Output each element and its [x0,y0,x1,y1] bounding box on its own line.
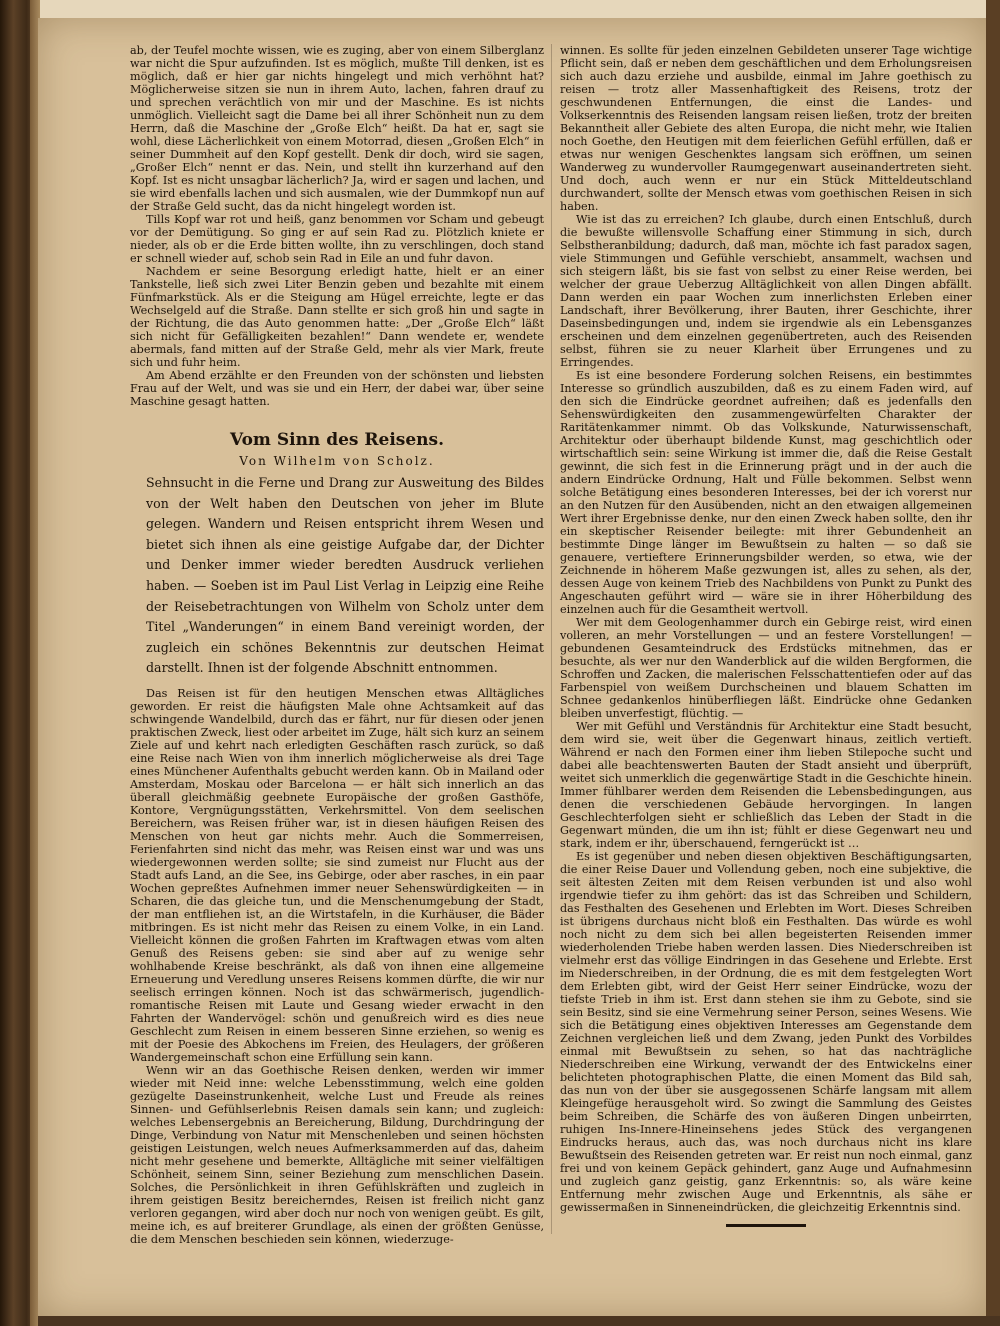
article-intro: Sehnsucht in die Ferne und Drang zur Ausweitung des Bildes von der Welt haben den Deutschen von jeher im Blute gelegen. Wandern und Reisen entspricht ihrem Wesen und bietet sich ihnen als eine geistige Aufgabe dar, der Dichter und Denker immer wieder beredten Ausdruck verliehen haben. — Soeben ist im Paul List Verlag in Leipzig eine Reihe der Reisebetrachtungen von Wilhelm von Scholz unter dem Titel „Wanderungen“ in einem Band vereinigt worden, der zugleich ein schönes Bekenntnis zur deutschen Heimat darstellt. Ihnen ist der folgende Abschnitt entnommen. [146,475,544,676]
paragraph: Am Abend erzählte er den Freunden von der schönsten und liebsten Frau auf der Welt, und was sie und ein Herr, der dabei war, über seine Maschine gesagt hatten. [130,369,544,408]
paragraph: Wie ist das zu erreichen? Ich glaube, durch einen Entschluß, durch die bewußte willensvolle Schaffung einer Stimmung in sich, durch Selbstheranbildung; dadurch, daß man, möchte ich fast paradox sagen, viele Stimmungen und Gefühle verschiebt, ansammelt, wachsen und sich steigern läßt, bis sie fast von selbst zu einer Reise werden, bei welcher der graue Ueberzug Alltäglichkeit von allen Dingen abfällt. Dann werden ein paar Wochen zum innerlichsten Erleben einer Landschaft, ihrer Bevölkerung, ihrer Bauten, ihrer Geschichte, ihrer Daseinsbedingungen und, indem sie irgendwie als ein Lebensganzes erscheinen und dem einzelnen gegenübertreten, auch des Reisenden selbst, führen sie zu neuer Klarheit über Errungenes und zu Erringendes. [560,213,972,369]
top-margin [38,0,986,18]
paragraph: Es ist eine besondere Forderung solchen Reisens, ein bestimmtes Interesse so gründlich auszubilden, daß es zu einem Faden wird, auf den sich die Eindrücke geordnet aufreihen; daß es jedenfalls den Sehenswürdigkeiten den zusammengewürfelten Charakter der Raritätenkammer nimmt. Ob das Volkskunde, Naturwissenschaft, Architektur oder überhaupt bildende Kunst, mag geschichtlich oder wirtschaftlich sein: seine Wirkung ist immer die, daß die Reise Gestalt gewinnt, die sich fest in die Erinnerung prägt und in der auch die andern Eindrücke Ordnung, Halt und Fülle bekommen. Selbst wenn solche Betätigung eines besonderen Interesses, bei der ich vorerst nur an den Nutzen für den Ausübenden, nicht an den etwaigen allgemeinen Wert ihrer Ergebnisse denke, nur den einen Zweck haben sollte, den ihr ein skeptischer Reisender beilegte: mit ihrer Gebundenheit an bestimmte Dinge länger im Bewußtsein zu halten — so daß sie genauere, vertieftere Erinnerungsbilder werden, so etwa, wie der Zeichnende in höherem Maße gezwungen ist, alles zu sehen, als der, dessen Auge von keinem Trieb des Nachbildens von Punkt zu Punkt des Angeschauten geführt wird — wäre sie in ihrer Höherbildung des einzelnen auch für die Gesamtheit wertvoll. [560,369,972,616]
right-edge [986,0,1000,1326]
article-byline: Von Wilhelm von Scholz. [239,454,435,468]
article-heading: Vom Sinn des Reisens. [229,430,445,450]
paragraph: Wer mit Gefühl und Verständnis für Architektur eine Stadt besucht, dem wird sie, weit über die Gegenwart hinaus, zeitlich vertieft. Während er nach den Formen einer ihm lieben Stilepoche sucht und dabei alle beachtenswerten Bauten der Stadt ansieht und überprüft, weitet sich unmerklich die gegenwärtige Stadt in die Geschichte hinein. Immer fühlbarer werden dem Reisenden die Lebensbedingungen, aus denen die verschiedenen Gebäude hervorgingen. In langen Geschlechterfolgen sieht er schließlich das Leben der Stadt in die Gegenwart münden, die um ihn ist; fühlt er diese Gegenwart neu und stark, indem er ihr, überschauend, ferngerückt ist … [560,720,972,850]
paragraph: Wenn wir an das Goethische Reisen denken, werden wir immer wieder mit Neid inne: welche Lebensstimmung, welch eine golden gezügelte Daseinstrunkenheit, welche Lust und Freude als reines Sinnen- und Gefühlserlebnis Reisen damals sein kann; und zugleich: welches Lebensergebnis an Bereicherung, Bildung, Durchdringung der Dinge, Verbindung von Natur mit Menschenleben und seinen höchsten geistigen Leistungen, welch neues Aufmerksammerden auf das, daheim nicht mehr gesehene und bemerkte, Alltägliche mit seiner vielfältigen Schönheit, seinem Sinn, seiner Beziehung zum menschlichen Dasein. Solches, die Persönlichkeit in ihren Gefühlskräften und zugleich in ihrem geistigen Besitz bereicherndes, Reisen ist freilich nicht ganz verloren gegangen, wird aber doch nur noch von wenigen geübt. Es gilt, meine ich, es auf breiterer Grundlage, als einen der größten Genüsse, die dem Menschen beschieden sein können, wiederzuge- [130,1063,544,1246]
left-column [130,44,544,1246]
paragraph: Es ist gegenüber und neben diesen objektiven Beschäftigungsarten, die einer Reise Dauer und Vollendung geben, noch eine subjektive, die seit ältesten Zeiten mit dem Reisen verbunden ist und also wohl irgendwie tiefer zu ihm gehört: das ist das Schreiben und Schildern, das Festhalten des Gesehenen und Erlebten im Wort. Dieses Schreiben ist übrigens durchaus nicht bloß ein Festhalten. Das würde es wohl noch nicht zu dem sich bei allen begeisterten Reisenden immer wiederholenden Triebe haben werden lassen. Dies Niederschreiben ist vielmehr erst das völlige Eindringen in das Gesehene und Erlebte. Erst im Niederschreiben, in der Ordnung, die es mit dem festgelegten Wort dem Erlebten gibt, wird der Geist Herr seiner Eindrücke, wozu der tiefste Trieb in ihm ist. Erst dann stehen sie ihm zu Gebote, sind sie sein Besitz, sind sie eine Vermehrung seiner Person, seines Wesens. Wie sich die Betätigung eines objektiven Interesses am Gegenstande dem Zeichnen vergleichen ließ und dem Zwang, jeden Punkt des Vorbildes einmal mit Bewußtsein zu sehen, so hat das nachträgliche Niederschreiben eine Wirkung, verwandt der des Entwickelns einer belichteten photographischen Platte, die einen Moment das Bild sah, das nun von der über sie ausgegossenen Schärfe langsam mit allem Kleingefüge herausgeholt wird. So zwingt die Sammlung des Geistes beim Schreiben, die Schärfe des von äußeren Dingen unbeirrten, ruhigen Ins-Innere-Hineinsehens jedes Stück des vergangenen Eindrucks heraus, auch das, was noch durchaus nicht ins klare Bewußtsein des Reisenden getreten war. Er reist nun noch einmal, ganz frei und von keinem Gepäck gehindert, ganz Auge und Aufnahmesinn und zugleich ganz geistig, ganz Erkenntnis: so, als wäre keine Entfernung mehr zwischen Auge und Erkenntnis, als sähe er gewissermaßen in Sinneneindrücken, die gleichzeitig Erkenntnis sind. [560,850,972,1214]
paragraph: Wer mit dem Geologenhammer durch ein Gebirge reist, wird einen volleren, an mehr Vorstellungen — und an festere Vorstellungen! — gebundenen Gesamteindruck des Erdstücks mitnehmen, das er besuchte, als wer nur den Wanderblick auf die wilden Bergformen, die Schroffen und Zacken, die malerischen Felsschattentiefen oder auf das Farbenspiel von weißem Durchscheinen und blauem Schatten im Schnee gedankenlos hinüberfliegen läßt. Eindrücke ohne Gedanken bleiben unverfestigt, flüchtig. — [560,616,972,720]
end-rule [726,1224,806,1227]
column-divider [551,44,552,1234]
paragraph: Tills Kopf war rot und heiß, ganz benommen vor Scham und gebeugt vor der Demütigung. So ging er auf sein Rad zu. Plötzlich kniete er nieder, als ob er die Erde bitten wollte, ihn zu verschlingen, doch stand er schnell wieder auf, schob sein Rad in Eile an und fuhr davon. [130,213,544,265]
right-column [560,44,972,1227]
bottom-edge [38,1316,1000,1326]
paragraph: Nachdem er seine Besorgung erledigt hatte, hielt er an einer Tankstelle, ließ sich zwei Liter Benzin geben und bezahlte mit einem Fünfmarkstück. Als er die Steigung am Hügel erreichte, legte er das Wechselgeld auf die Straße. Dann stellte er sich groß hin und sagte in der Richtung, die das Auto genommen hatte: „Der „Große Elch“ läßt sich nicht für Gefälligkeiten bezahlen!“ Dann wendete er, wendete abermals, fand mitten auf der Straße Geld, mehr als vier Mark, freute sich und fuhr heim. [130,265,544,369]
paragraph: Das Reisen ist für den heutigen Menschen etwas Alltägliches geworden. Er reist die häufigsten Male ohne Achtsamkeit auf das schwingende Wandelbild, durch das er fährt, nur für diesen oder jenen praktischen Zweck, liest oder arbeitet im Zuge, hält sich kurz an seinem Ziele auf und kehrt nach erledigten Geschäften rasch zurück, so daß eine Reise nach Wien von ihm innerlich möglicherweise als drei Tage eines Münchener Aufenthalts gebucht werden kann. Ob in Mailand oder Amsterdam, Moskau oder Barcelona — er hält sich innerlich an das überall gleichmäßig geebnete Europäische der großen Gasthöfe, Kontore, Vergnügungsstätten, Verkehrsmittel. Von dem seelischen Bereichern, was Reisen früher war, ist in diesen häufigen Reisen des Menschen von heut gar nichts mehr. Auch die Sommerreisen, Ferienfahrten sind nicht das mehr, was Reisen einst war und was uns wiedergewonnen werden sollte; sie sind zumeist nur Flucht aus der Stadt aufs Land, an die See, ins Gebirge, oder aber rasches, in ein paar Wochen gepreßtes Aufnehmen immer neuer Sehenswürdigkeiten — in Scharen, die das gleiche tun, und die Menschenumgebung der Stadt, der man entfliehen ist, an die Wirtstafeln, in die Kurhäuser, die Bäder mitbringen. Es ist nicht mehr das Reisen zu einem Volke, in ein Land. Vielleicht können die großen Fahrten im Kraftwagen etwas vom alten Genuß des Reisens geben: sie sind aber auf zu wenige sehr wohlhabende Kreise beschränkt, als daß von ihnen eine allgemeine Erneuerung und Veredlung unseres Reisens kommen dürfte, die wir nur seelisch erringen können. Noch ist das schwärmerisch, jugendlich-romantische Reisen mit Laute und Gesang wieder erwacht in den Fahrten der Wandervögel: schön und genußreich wird es dies neue Geschlecht zum Reisen in einem besseren Sinne erziehen, so wenig es mit der Poesie des Abkochens im Freien, des Heulagers, der größeren Wandergemeinschaft schon eine Erfüllung sein kann. [130,686,544,1064]
paragraph: winnen. Es sollte für jeden einzelnen Gebildeten unserer Tage wichtige Pflicht sein, daß er neben dem geschäftlichen und dem Erholungsreisen sich auch dazu erziehe und ausbilde, einmal im Jahre goethisch zu reisen — trotz aller Massenhaftigkeit des Reisens, trotz der geschwundenen Entfernungen, die einst die Landes- und Volkserkenntnis des Reisenden langsam reisen ließen, trotz der breiten Bekanntheit aller Gebiete des alten Europa, die nicht mehr, wie Italien noch Goethe, den Heutigen mit dem feierlichen Gefühl erfüllen, daß er etwas nur wenigen Geschenktes langsam sich eröffnen, um seinen Wanderweg zu wundervoller Raumgegenwart auseinandertreten sieht. Und doch, auch wenn er nur ein Stück Mitteldeutschland durchwandert, sollte der Mensch etwas vom goethischen Reisen in sich haben. [560,44,972,213]
paragraph: ab, der Teufel mochte wissen, wie es zuging, aber von einem Silberglanz war nicht die Spur aufzufinden. Ist es möglich, mußte Till denken, ist es möglich, daß er hier gar nichts hingelegt und mich verhöhnt hat? Möglicherweise sitzen sie nun in ihrem Auto, lachen, fahren drauf zu und sprechen verächtlich von mir und der Maschine. Es ist nichts unmöglich. Vielleicht sagt die Dame bei all ihrer Schönheit nun zu dem Herrn, daß die Maschine der „Große Elch“ heißt. Da hat er, sagt sie wohl, diese Lächerlichkeit von einem Motorrad, diesen „Großen Elch“ in seiner Dummheit auf den Kopf gestellt. Denk dir doch, wird sie sagen, „Großer Elch“ nennt er das. Nein, und stellt ihn kurzerhand auf den Kopf. Ist es nicht unsagbar lächerlich? Ja, wird er sagen und lachen, und sie wird ebenfalls lachen und sich ausmalen, wie der Dummkopf nun auf der Straße Geld sucht, das da nicht hingelegt worden ist. [130,44,544,213]
